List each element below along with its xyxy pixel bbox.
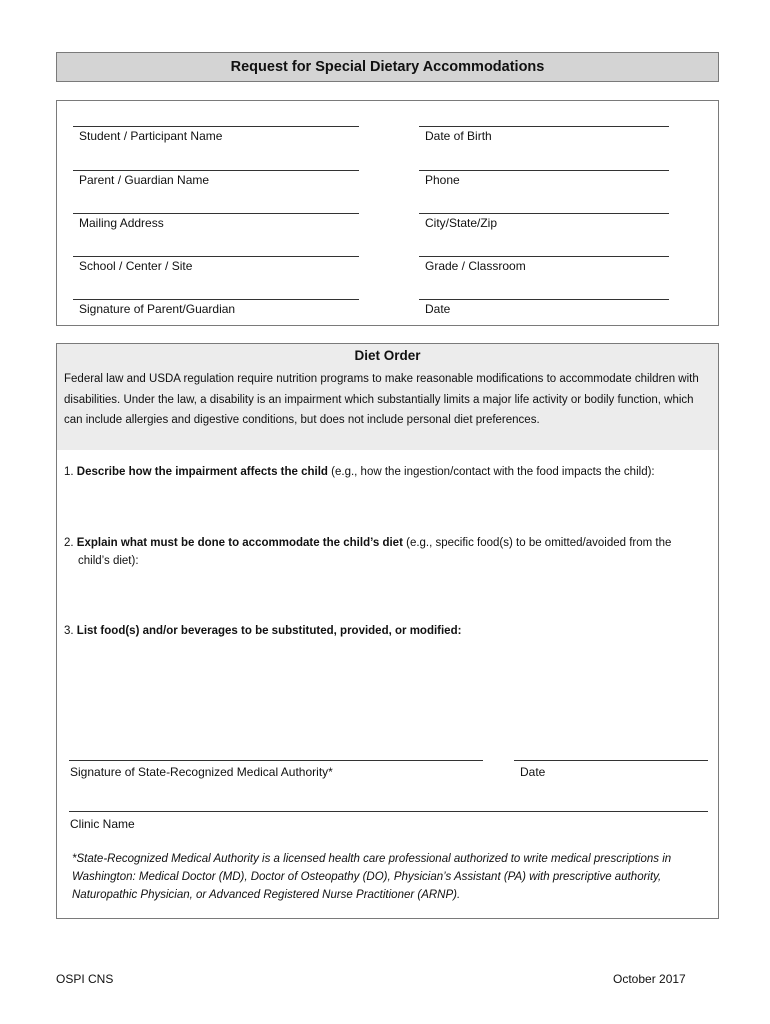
grade-classroom-label: Grade / Classroom xyxy=(425,259,526,273)
diet-order-header xyxy=(57,344,718,450)
mailing-address-line xyxy=(73,213,359,214)
question-2-number: 2. xyxy=(64,537,74,549)
phone-line xyxy=(419,170,669,171)
question-2-hint: (e.g., specific food(s) to be omitted/avoided from the xyxy=(406,537,672,549)
clinic-name-label: Clinic Name xyxy=(70,817,135,831)
footer-agency: OSPI CNS xyxy=(56,972,114,986)
grade-classroom-line xyxy=(419,256,669,257)
question-1-prompt: Describe how the impairment affects the child xyxy=(76,466,328,478)
date-label: Date xyxy=(425,302,451,316)
clinic-name-line xyxy=(69,811,708,812)
city-state-zip-label: City/State/Zip xyxy=(425,216,498,230)
parent-name-line xyxy=(73,170,359,171)
phone-label: Phone xyxy=(425,173,460,187)
footer-date: October 2017 xyxy=(613,972,686,986)
parent-signature-label: Signature of Parent/Guardian xyxy=(79,302,236,316)
date-of-birth-label: Date of Birth xyxy=(425,129,492,143)
question-3-prompt: List food(s) and/or beverages to be substituted, provided, or modified: xyxy=(76,625,462,637)
diet-order-intro: Federal law and USDA regulation require nutrition programs to make reasonable modifications to accommodate children with disabilities. Under the law, a disability is an impairment which substantially limits a major life activity or bodily function, which can include allergies and digestive conditions, but does not include personal diet preferences. xyxy=(64,373,699,426)
question-1[interactable] xyxy=(64,463,714,481)
date-of-birth-line xyxy=(419,126,669,127)
city-state-zip-line xyxy=(419,213,669,214)
question-2-hint-continued: child’s diet): xyxy=(78,555,139,567)
question-3-number: 3. xyxy=(64,625,74,637)
diet-order-heading: Diet Order xyxy=(354,348,421,363)
participant-info-section xyxy=(56,100,719,326)
school-site-line xyxy=(73,256,359,257)
school-site-label: School / Center / Site xyxy=(79,259,193,273)
question-2[interactable] xyxy=(64,534,714,570)
medical-signature-line xyxy=(69,760,483,761)
parent-name-label: Parent / Guardian Name xyxy=(79,173,210,187)
mailing-address-label: Mailing Address xyxy=(79,216,164,230)
medical-date-line xyxy=(514,760,708,761)
medical-signature-label: Signature of State-Recognized Medical Authority* xyxy=(70,765,333,779)
date-line xyxy=(419,299,669,300)
medical-date-label: Date xyxy=(520,765,546,779)
student-name-line xyxy=(73,126,359,127)
diet-order-section xyxy=(56,343,719,919)
form-title: Request for Special Dietary Accommodations xyxy=(56,52,719,82)
question-1-number: 1. xyxy=(64,466,74,478)
question-3[interactable] xyxy=(64,622,714,640)
question-1-hint: (e.g., how the ingestion/contact with the food impacts the child): xyxy=(331,466,655,478)
question-2-prompt: Explain what must be done to accommodate the child’s diet xyxy=(76,537,403,549)
medical-authority-footnote: *State-Recognized Medical Authority is a licensed health care professional authorized to write medical prescriptions in Washington: Medical Doctor (MD), Doctor of Osteopathy (DO), Physician’s Assistant (PA) with prescriptive authority, Naturopathic Physician, or Advanced Registered Nurse Practitioner (ARNP). xyxy=(72,853,672,901)
parent-signature-line xyxy=(73,299,359,300)
student-name-label: Student / Participant Name xyxy=(79,129,223,143)
